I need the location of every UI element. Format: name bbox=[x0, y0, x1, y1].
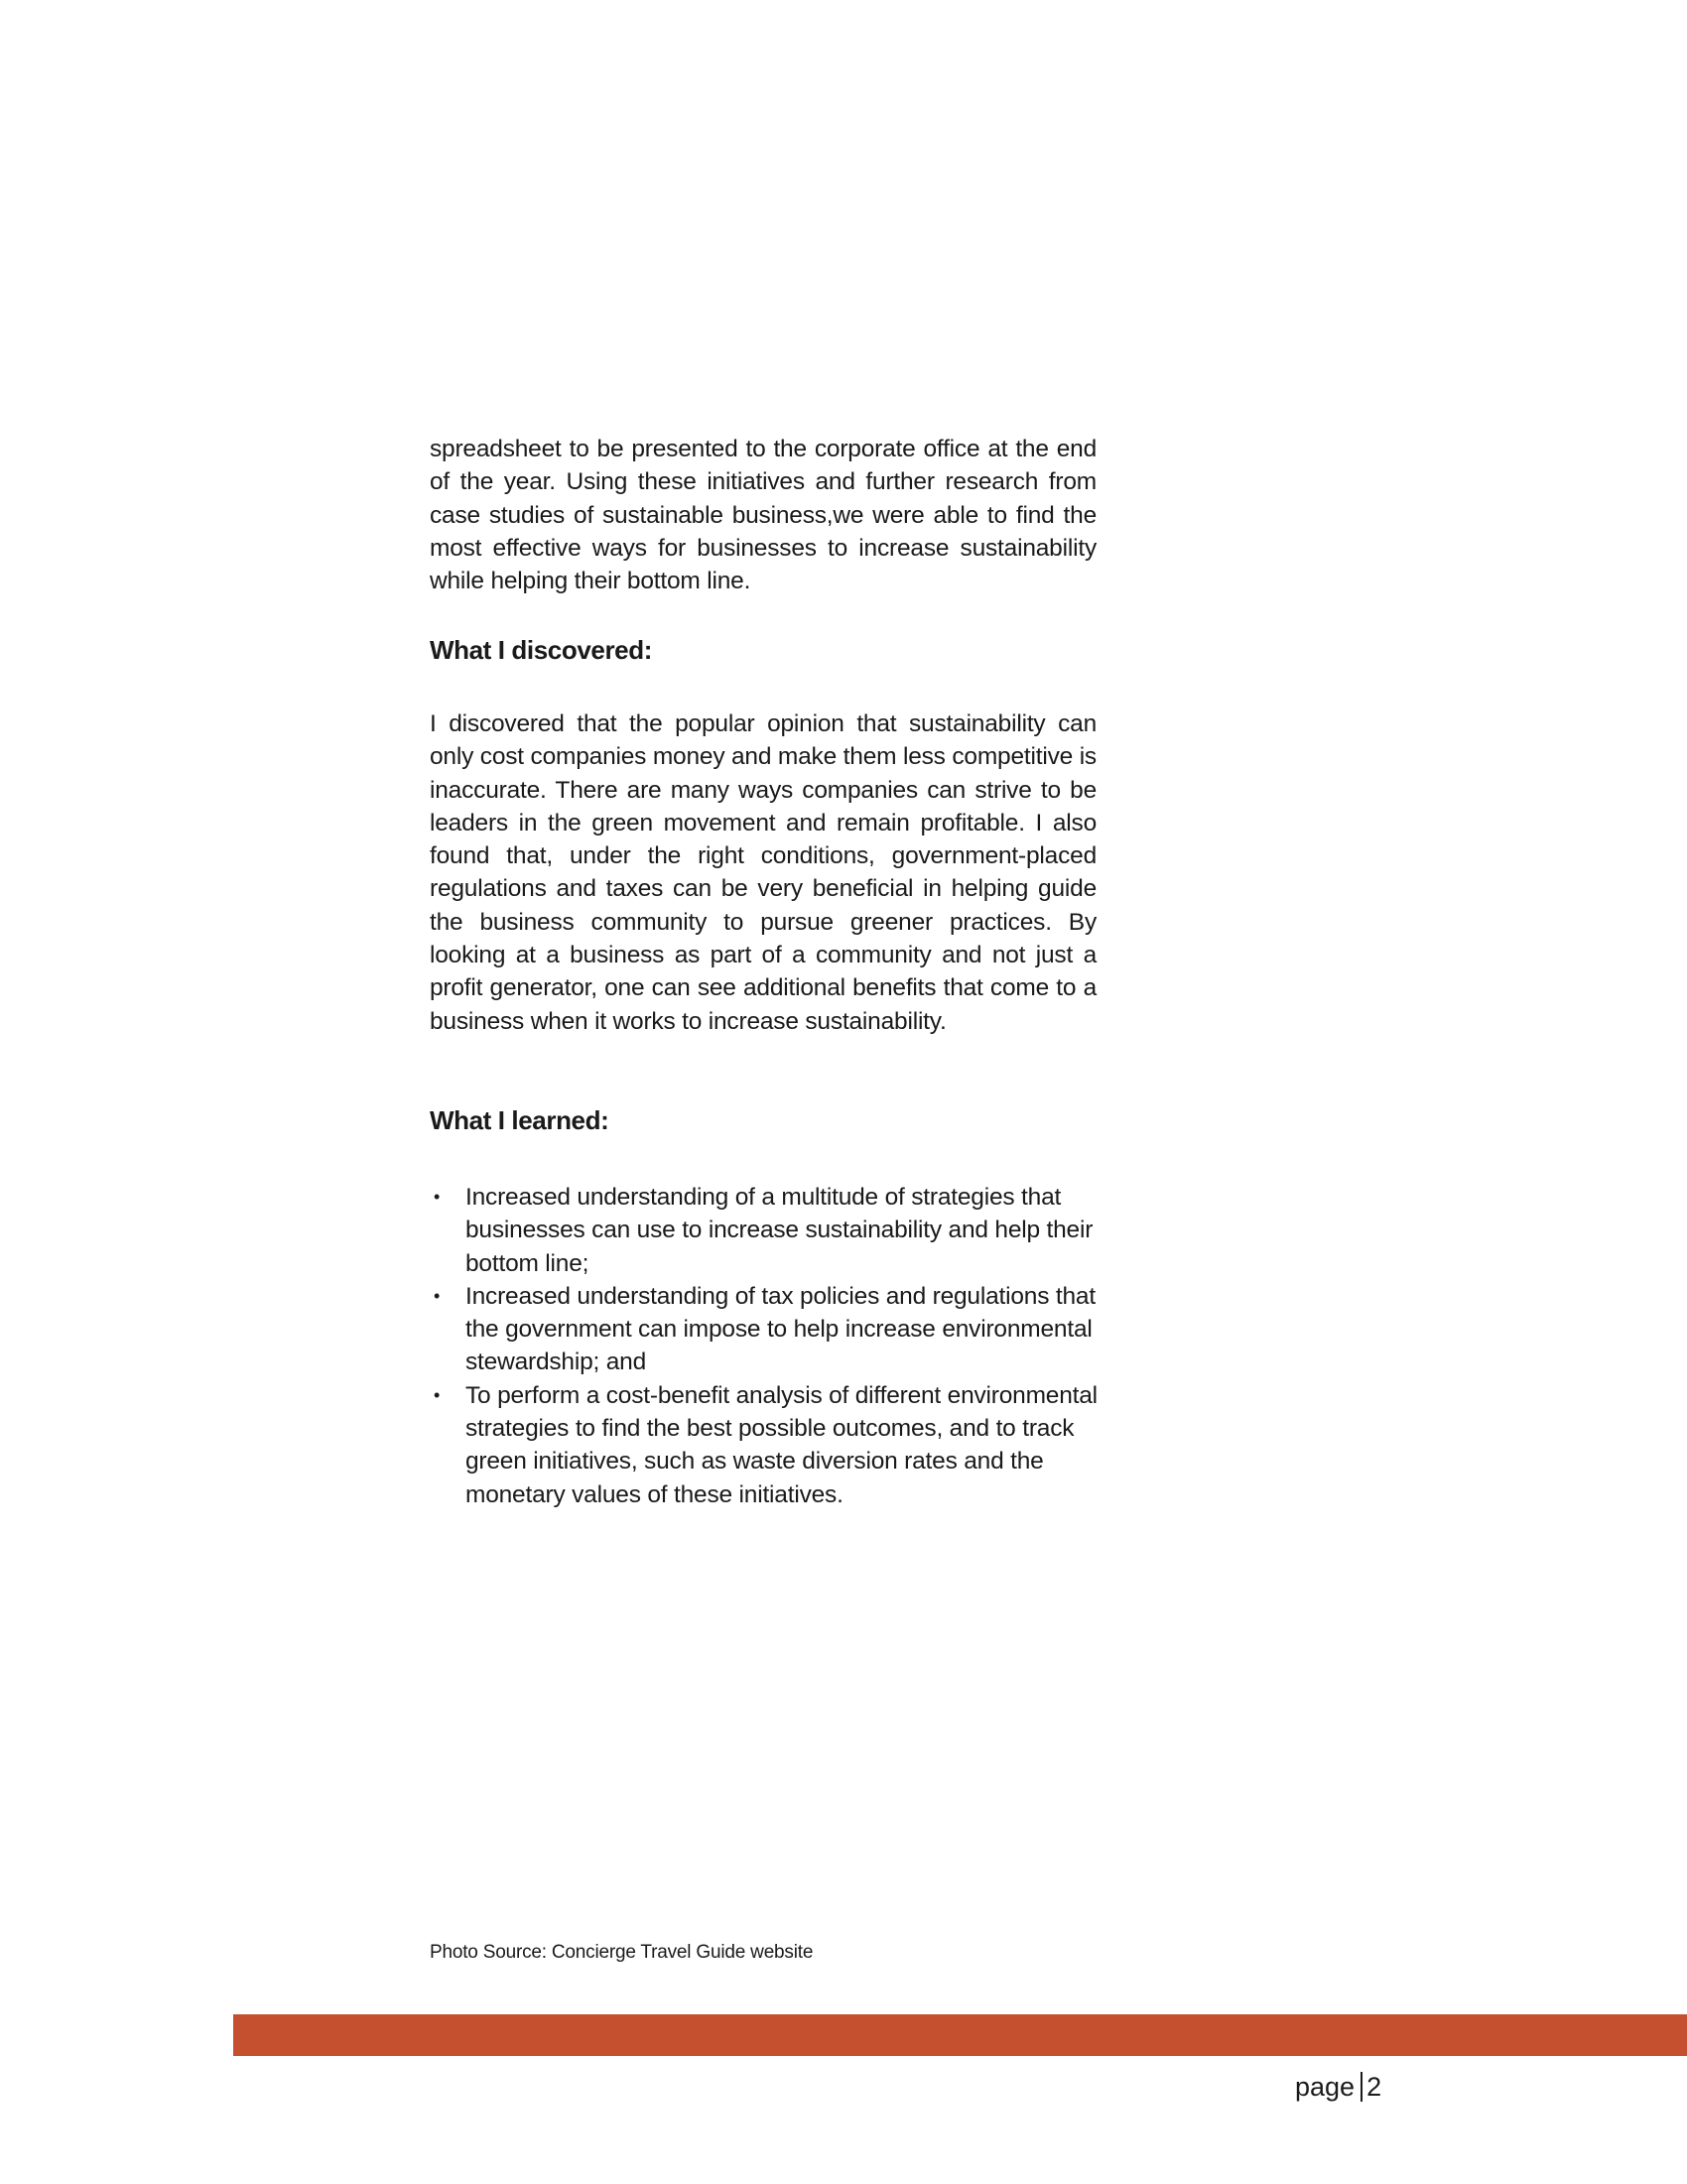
heading-what-i-discovered: What I discovered: bbox=[430, 635, 652, 665]
discovered-paragraph: I discovered that the popular opinion that sustainability can only cost companies money and make them less competitive is inaccurate. There are many ways companies can strive to be leaders in the green movement and remain profitable. I also found that, under the right conditions, government-placed regulations and taxes can be very beneficial in helping guide the business community to pursue greener practices. By looking at a business as part of a community and not just a profit generator, one can see additional benefits that come to a business when it works to increase sustainability. bbox=[430, 710, 1097, 1035]
intro-paragraph: spreadsheet to be presented to the corporate office at the end of the year. Using these initiatives and further research from case studies of sustainable business,we were able to find the most effective ways for businesses to increase sustainability while helping their bottom line. bbox=[430, 436, 1097, 595]
page-separator bbox=[1361, 2072, 1363, 2102]
learned-list bbox=[430, 1181, 1124, 1511]
bullet-icon: • bbox=[433, 1384, 441, 1405]
list-item-text: Increased understanding of tax policies and regulations that the government can impose to help increase environmental stewardship; and bbox=[465, 1282, 1096, 1376]
page-number bbox=[1295, 2072, 1381, 2103]
list-item-text: Increased understanding of a multitude of strategies that businesses can use to increase sustainability and help their bottom line; bbox=[465, 1184, 1094, 1277]
page-number-value: 2 bbox=[1366, 2072, 1382, 2102]
list-item bbox=[430, 1181, 1124, 1280]
heading-what-i-learned: What I learned: bbox=[430, 1105, 609, 1135]
bullet-icon: • bbox=[433, 1285, 441, 1306]
list-item-text: To perform a cost-benefit analysis of different environmental strategies to find the best possible outcomes, and to track green initiatives, such as waste diversion rates and the monetary values of these initiatives. bbox=[465, 1381, 1098, 1508]
list-item bbox=[430, 1379, 1124, 1511]
bullet-icon: • bbox=[433, 1187, 441, 1207]
list-item bbox=[430, 1280, 1124, 1379]
photo-source-caption: Photo Source: Concierge Travel Guide website bbox=[430, 1942, 814, 1963]
page-label: page bbox=[1295, 2072, 1356, 2102]
footer-accent-bar bbox=[233, 2014, 1687, 2056]
